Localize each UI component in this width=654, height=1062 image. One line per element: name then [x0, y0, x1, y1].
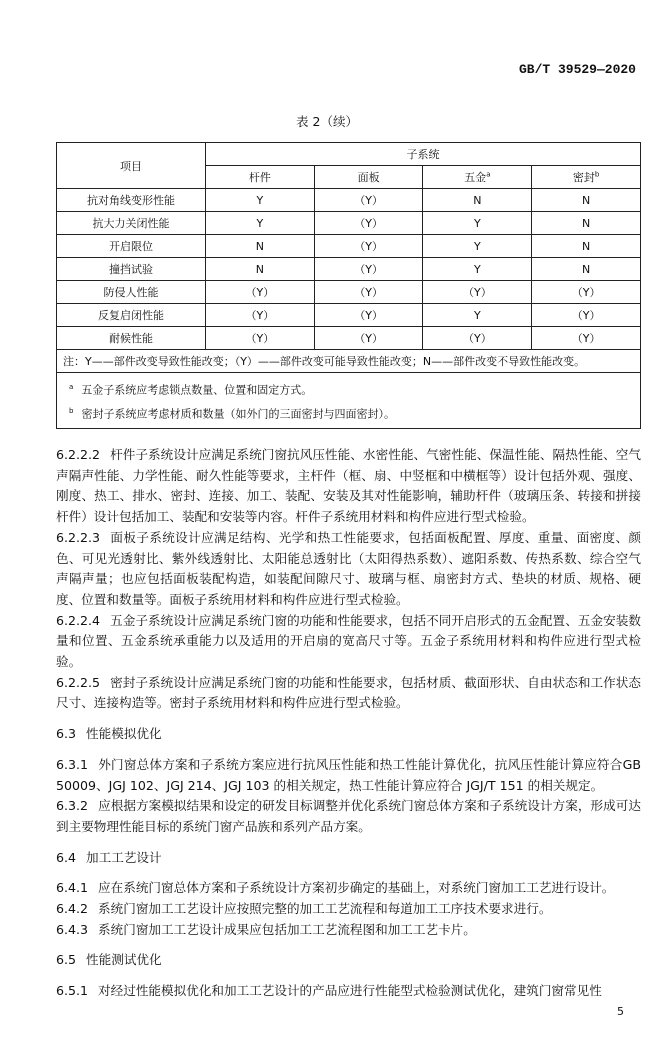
- table-row: [57, 258, 641, 281]
- section-heading: [56, 950, 641, 971]
- row-value: Y: [206, 212, 315, 235]
- clause-paragraph: [56, 755, 641, 796]
- table-title: 表 2（续）: [296, 114, 358, 129]
- row-item: 防侵人性能: [57, 281, 206, 304]
- row-value: N: [423, 189, 532, 212]
- row-value: N: [532, 258, 641, 281]
- clause-paragraph: [56, 920, 641, 941]
- footnote-text: 密封子系统应考虑材质和数量（如外门的三面密封与四面密封）。: [81, 407, 395, 421]
- clause-number: 6.4.1: [56, 880, 89, 896]
- clause-paragraph: [56, 981, 641, 1002]
- clause-text: 杆件子系统设计应满足系统门窗抗风压性能、水密性能、气密性能、保温性能、隔热性能、空气声隔声性能、力学性能、耐久性能等要求，主杆件（框、扇、中竖框和中横框等）设计包括外观、强度、刚度、热工、排水、密封、连接、加工、装配、安装及其对性能影响，辅助杆件（玻璃压条、转接和拼接杆件）设计包括加工、装配和安装等内容。杆件子系统用材料和构件应进行型式检验。: [56, 447, 641, 525]
- column-header: [206, 166, 315, 189]
- table-row: [57, 304, 641, 327]
- table-footnotes: [57, 373, 641, 429]
- clause-number: 6.2.2.4: [56, 612, 101, 628]
- section-heading: [56, 848, 641, 869]
- row-item: 耐候性能: [57, 327, 206, 350]
- footnote-mark: b: [69, 406, 74, 415]
- clause-paragraph: [56, 878, 641, 899]
- column-header: [314, 166, 423, 189]
- clause-number: 6.4.2: [56, 901, 89, 917]
- clause-text: 密封子系统设计应满足系统门窗的功能和性能要求，包括材质、截面形状、自由状态和工作状态尺寸、连接构造等。密封子系统用材料和构件应进行型式检验。: [56, 674, 641, 711]
- clause-number: 6.4.3: [56, 921, 89, 937]
- row-value: （Y）: [206, 281, 315, 304]
- page-number: 5: [617, 1005, 624, 1018]
- clause-text: 加工工艺设计: [86, 849, 162, 865]
- footnote-mark: a: [486, 170, 491, 179]
- clause-text: 系统门窗加工工艺设计成果应包括加工工艺流程图和加工工艺卡片。: [98, 921, 476, 937]
- row-value: （Y）: [206, 327, 315, 350]
- clause-text: 系统门窗加工工艺设计应按照完整的加工工艺流程和每道加工工序技术要求进行。: [98, 901, 552, 917]
- clause-text: 性能测试优化: [86, 952, 162, 968]
- row-value: N: [206, 258, 315, 281]
- table-row: [57, 281, 641, 304]
- column-label: 密封: [572, 171, 595, 184]
- clause-text: 应根据方案模拟结果和设定的研发目标调整并优化系统门窗总体方案和子系统设计方案，形成可达到主要物理性能目标的系统门窗产品族和系列产品方案。: [56, 798, 641, 834]
- row-item: 抗大力关闭性能: [57, 212, 206, 235]
- group-header: 子系统: [206, 143, 641, 166]
- row-item: 开启限位: [57, 235, 206, 258]
- clause-number: 6.5.1: [56, 983, 89, 999]
- row-value: Y: [423, 258, 532, 281]
- column-label: 五金: [464, 171, 487, 184]
- footnote: [69, 401, 628, 425]
- row-value: （Y）: [423, 281, 532, 304]
- row-value: （Y）: [314, 189, 423, 212]
- section-heading: [56, 724, 641, 745]
- table-row: [57, 327, 641, 350]
- row-value: （Y）: [423, 327, 532, 350]
- row-value: （Y）: [532, 327, 641, 350]
- row-value: （Y）: [314, 235, 423, 258]
- table-row: [57, 212, 641, 235]
- column-header: [423, 166, 532, 189]
- row-value: N: [532, 235, 641, 258]
- clause-number: 6.3.2: [56, 798, 89, 814]
- column-label: 面板: [357, 171, 380, 184]
- column-label: 杆件: [248, 171, 271, 184]
- clause-paragraph: [56, 611, 641, 673]
- column-header: [532, 166, 641, 189]
- clause-paragraph: [56, 445, 641, 528]
- table-row: [57, 235, 641, 258]
- document-body: [56, 445, 641, 1002]
- row-value: N: [532, 212, 641, 235]
- row-value: （Y）: [206, 304, 315, 327]
- clause-text: 五金子系统设计应满足系统门窗的功能和性能要求，包括不同开启形式的五金配置、五金安装数量和位置、五金系统承重能力以及适用的开启扇的宽高尺寸等。五金子系统用材料和构件应进行型式检验。: [56, 612, 641, 670]
- row-item: 抗对角线变形性能: [57, 189, 206, 212]
- clause-number: 6.3.1: [56, 756, 89, 772]
- clause-number: 6.2.2.2: [56, 447, 101, 462]
- clause-text: 面板子系统设计应满足结构、光学和热工性能要求，包括面板配置、厚度、重量、面密度、颜色、可见光透射比、紫外线透射比、太阳能总透射比（太阳得热系数）、遮阳系数、传热系数、综合空气声隔声量；也应包括面板装配构造，如装配间隙尺寸、玻璃与框、扇密封方式、垫块的材质、规格、硬度、位置和数量等。面板子系统用材料和构件应进行型式检验。: [56, 529, 641, 607]
- row-value: N: [206, 235, 315, 258]
- footnote: [69, 377, 628, 401]
- row-value: （Y）: [314, 327, 423, 350]
- table-note: 注：Y——部件改变导致性能改变；（Y）——部件改变可能导致性能改变；N——部件改变不导致性能改变。: [57, 350, 641, 373]
- clause-number: 6.5: [56, 952, 77, 968]
- clause-text: 性能模拟优化: [86, 726, 162, 742]
- row-item: 反复启闭性能: [57, 304, 206, 327]
- row-value: （Y）: [314, 281, 423, 304]
- row-value: （Y）: [314, 258, 423, 281]
- clause-text: 应在系统门窗总体方案和子系统设计方案初步确定的基础上，对系统门窗加工工艺进行设计。: [98, 880, 615, 896]
- clause-paragraph: [56, 796, 641, 837]
- clause-number: 6.2.2.3: [56, 529, 101, 545]
- footnote-mark: a: [69, 383, 74, 391]
- clause-paragraph: [56, 528, 641, 611]
- footnote-text: 五金子系统应考虑锁点数量、位置和固定方式。: [81, 383, 313, 397]
- row-value: （Y）: [314, 212, 423, 235]
- table-row: [57, 189, 641, 212]
- row-value: Y: [423, 212, 532, 235]
- clause-paragraph: [56, 899, 641, 920]
- standard-code: GB/T 39529—2020: [518, 62, 636, 77]
- clause-number: 6.3: [56, 726, 77, 742]
- footnote-mark: b: [594, 170, 600, 179]
- clause-text: 外门窗总体方案和子系统方案应进行抗风压性能和热工性能计算优化，抗风压性能计算应符合GB 50009、JGJ 102、JGJ 214、JGJ 103 的相关规定，热工性能计算应符合 JGJ/T 151 的相关规定。: [56, 756, 641, 793]
- row-value: （Y）: [532, 304, 641, 327]
- row-value: Y: [423, 235, 532, 258]
- row-value: Y: [423, 304, 532, 327]
- row-value: （Y）: [532, 281, 641, 304]
- clause-text: 对经过性能模拟优化和加工工艺设计的产品应进行性能型式检验测试优化，建筑门窗常见性: [98, 983, 602, 999]
- clause-paragraph: [56, 673, 641, 714]
- subsystem-table: [56, 142, 641, 429]
- row-item: 撞挡试验: [57, 258, 206, 281]
- clause-number: 6.2.2.5: [56, 674, 101, 690]
- row-value: Y: [206, 189, 315, 212]
- clause-number: 6.4: [56, 849, 77, 865]
- item-header: 项目: [57, 143, 206, 189]
- row-value: N: [532, 189, 641, 212]
- row-value: （Y）: [314, 304, 423, 327]
